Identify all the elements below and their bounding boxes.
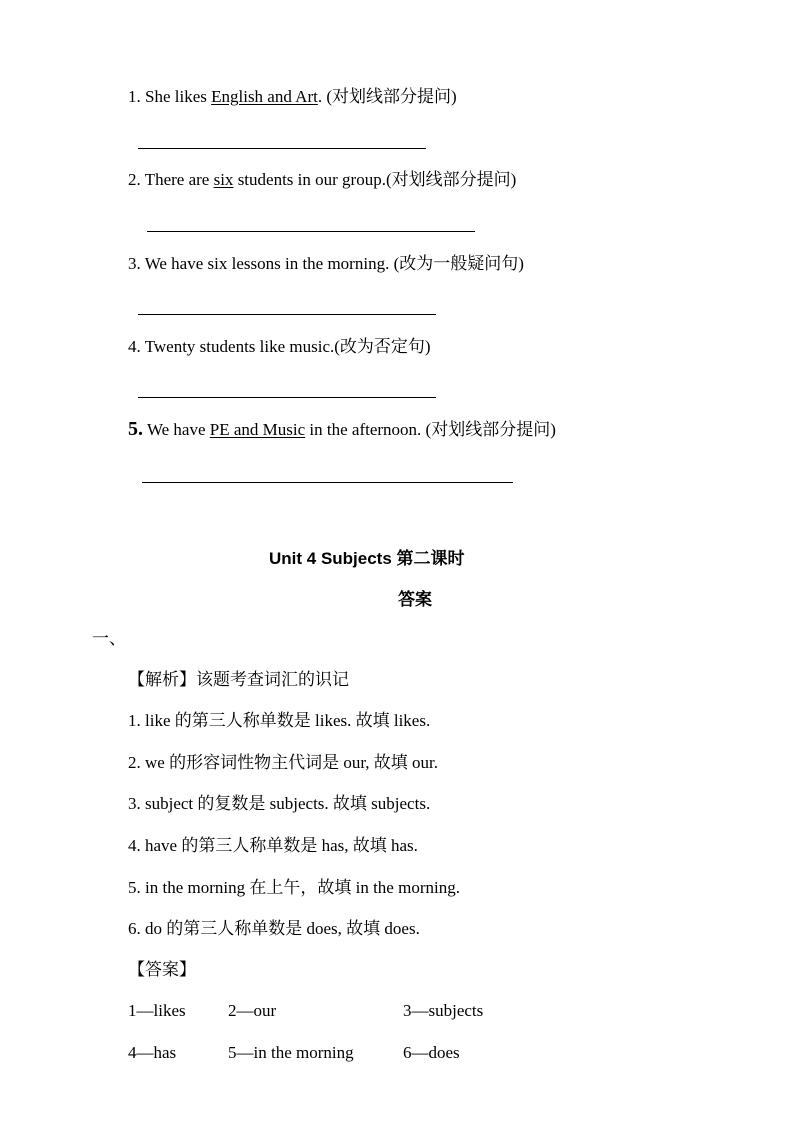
analysis-item-2: 2. we 的形容词性物主代词是 our, 故填 our.: [128, 753, 439, 772]
answer-6: 6—does: [403, 1043, 460, 1062]
question-1: [128, 86, 457, 108]
underlined-part: PE and Music: [209, 420, 306, 439]
question-instruction: in the afternoon. (对划线部分提问): [305, 420, 556, 439]
question-text: She likes: [140, 87, 212, 106]
question-text: We have: [143, 420, 210, 439]
question-number: 3.: [128, 254, 141, 273]
question-2: [128, 169, 516, 191]
question-instruction: . (对划线部分提问): [317, 87, 457, 106]
underlined-part: six: [213, 170, 234, 189]
answer-5: 5—in the morning: [228, 1043, 354, 1062]
analysis-item-5: 5. in the morning 在上午，故填 in the morning.: [128, 878, 460, 897]
answer-4: 4—has: [128, 1043, 177, 1062]
part-label: 一、: [92, 629, 126, 648]
answer-blank-2[interactable]: [147, 231, 475, 232]
underlined-part: English and Art: [211, 87, 318, 106]
analysis-item-3: 3. subject 的复数是 subjects. 故填 subjects.: [128, 794, 431, 813]
question-number: 5.: [128, 418, 143, 440]
analysis-item-1: 1. like 的第三人称单数是 likes. 故填 likes.: [128, 711, 431, 730]
section-subtitle: 答案: [398, 590, 432, 609]
answer-blank-3[interactable]: [138, 314, 436, 315]
question-number: 1.: [128, 87, 141, 106]
analysis-heading: 【解析】该题考查词汇的识记: [128, 670, 349, 689]
question-5: [128, 418, 556, 441]
answer-blank-4[interactable]: [138, 397, 436, 398]
analysis-item-6: 6. do 的第三人称单数是 does, 故填 does.: [128, 919, 420, 938]
analysis-item-4: 4. have 的第三人称单数是 has, 故填 has.: [128, 836, 418, 855]
question-3: [128, 253, 524, 275]
answer-label: 【答案】: [128, 960, 196, 979]
answer-2: 2—our: [228, 1001, 277, 1020]
question-text: There are: [140, 170, 214, 189]
question-instruction: students in our group.(对划线部分提问): [233, 170, 517, 189]
question-text: Twenty students like music.(改为否定句): [140, 337, 431, 356]
answer-3: 3—subjects: [403, 1001, 484, 1020]
answer-blank-1[interactable]: [138, 148, 426, 149]
answer-blank-5[interactable]: [142, 482, 513, 483]
question-text: We have six lessons in the morning. (改为一般疑问句): [140, 254, 524, 273]
answer-1: 1—likes: [128, 1001, 186, 1020]
question-number: 2.: [128, 170, 141, 189]
question-number: 4.: [128, 337, 141, 356]
section-title: Unit 4 Subjects 第二课时: [269, 549, 465, 568]
question-4: [128, 336, 431, 358]
